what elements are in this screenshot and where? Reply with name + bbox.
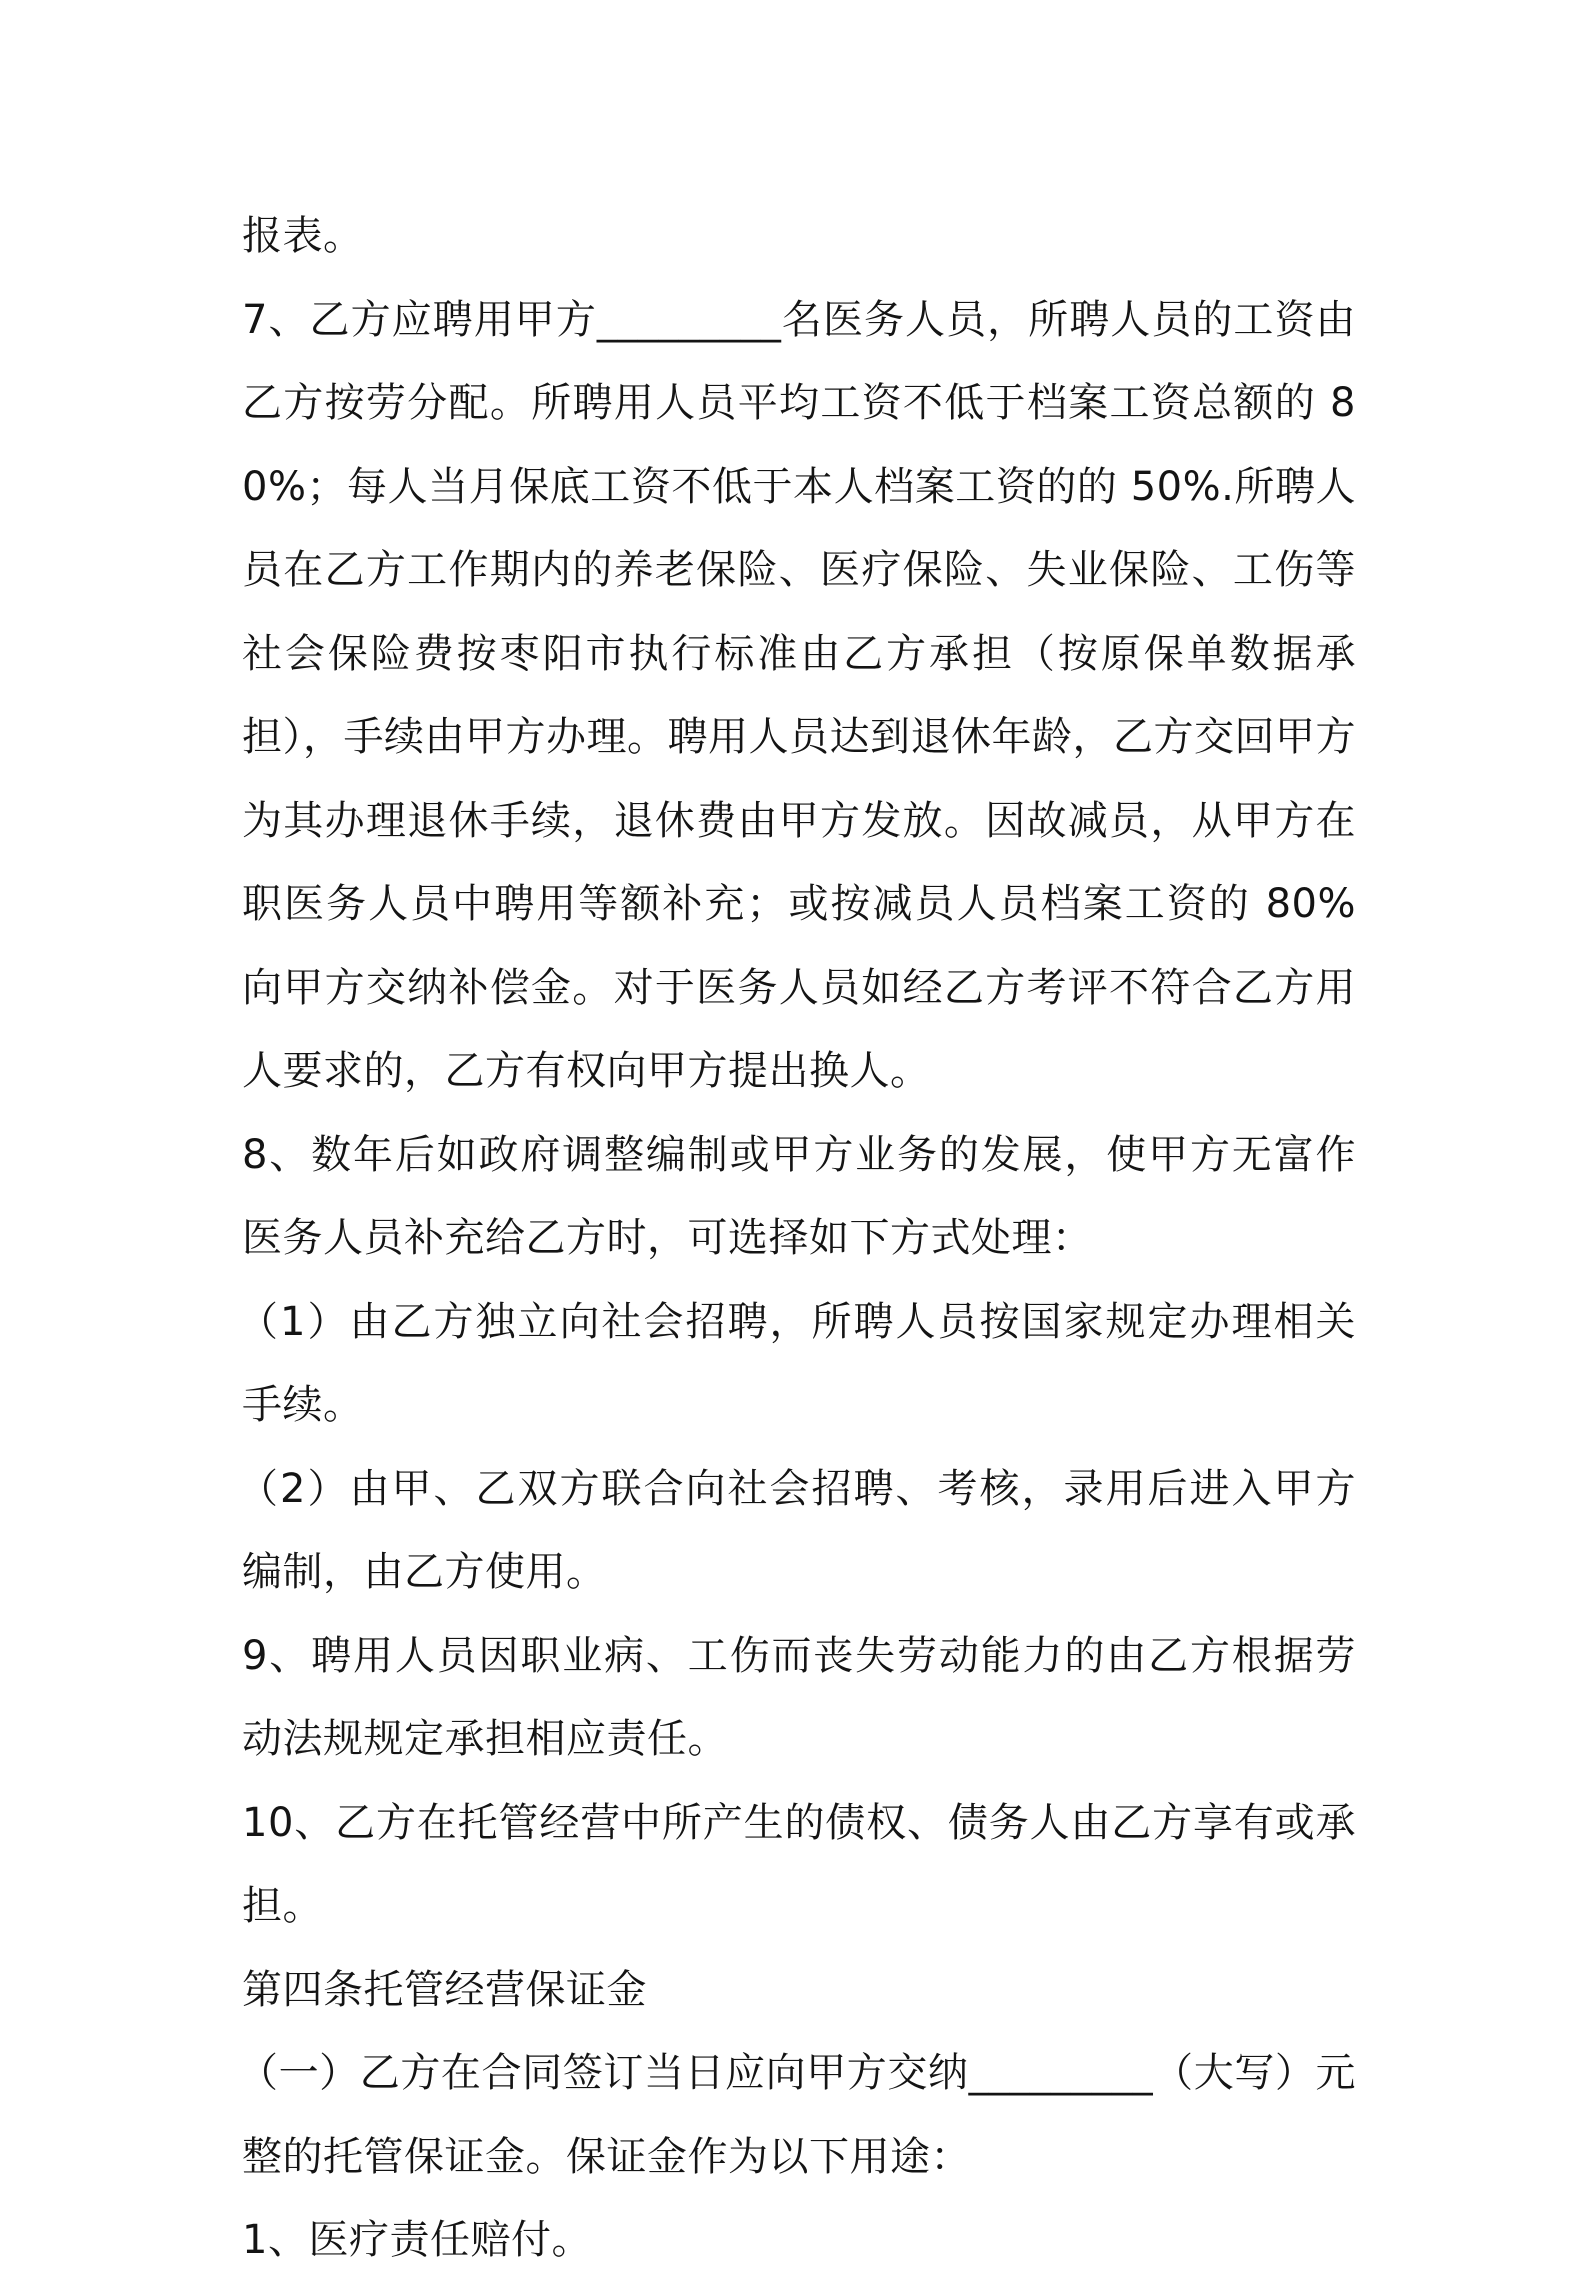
section-heading-article-4: 第四条托管经营保证金 bbox=[242, 1966, 647, 2013]
paragraph-clause-8: 8、数年后如政府调整编制或甲方业务的发展，使甲方无富作医务人员补充给乙方时，可选择如下方式处理： bbox=[242, 1131, 1356, 1261]
paragraph-deposit-1: （一）乙方在合同签订当日应向甲方交纳_________（大写）元整的托管保证金。保证金作为以下用途： bbox=[238, 2050, 1356, 2180]
paragraph-clause-8-option-1: （1）由乙方独立向社会招聘，所聘人员按国家规定办理相关手续。 bbox=[238, 1298, 1356, 1428]
paragraph-clause-10: 10、乙方在托管经营中所产生的债权、债务人由乙方享有或承担。 bbox=[242, 1799, 1356, 1929]
paragraph-clause-8-option-2: （2）由甲、乙双方联合向社会招聘、考核，录用后进入甲方编制，由乙方使用。 bbox=[238, 1465, 1356, 1595]
document-body bbox=[238, 195, 1356, 2283]
paragraph-report-end: 报表。 bbox=[242, 213, 364, 259]
paragraph-deposit-use-1: 1、医疗责任赔付。 bbox=[242, 2217, 592, 2263]
paragraph-clause-7: 7、乙方应聘用甲方_________名医务人员，所聘人员的工资由乙方按劳分配。所聘用人员平均工资不低于档案工资总额的 80%；每人当月保底工资不低于本人档案工资的的 50%.所聘人员在乙方工作期内的养老保险、医疗保险、失业保险、工伤等社会保险费按枣阳市执行标准由乙方承担（按原保单数据承担），手续由甲方办理。聘用人员达到退休年龄，乙方交回甲方为其办理退休手续，退休费由甲方发放。因故减员，从甲方在职医务人员中聘用等额补充；或按减员人员档案工资的 80%向甲方交纳补偿金。对于医务人员如经乙方考评不符合乙方用人要求的，乙方有权向甲方提出换人。 bbox=[242, 296, 1356, 1094]
paragraph-clause-9: 9、聘用人员因职业病、工伤而丧失劳动能力的由乙方根据劳动法规规定承担相应责任。 bbox=[242, 1632, 1356, 1762]
